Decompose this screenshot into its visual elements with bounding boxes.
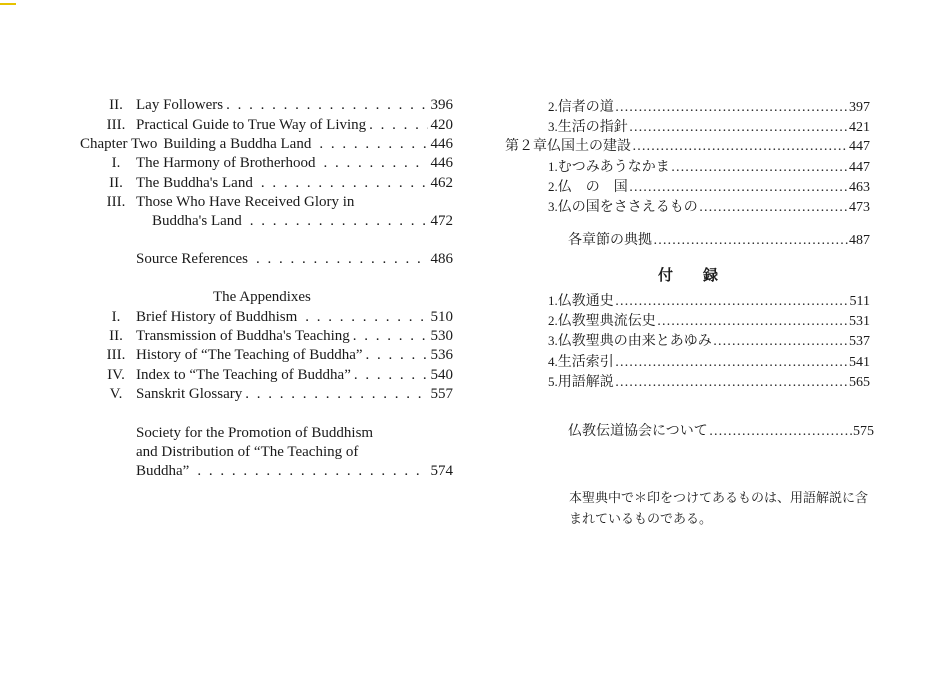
leader-dots bbox=[369, 116, 427, 135]
entry-page: 531 bbox=[849, 314, 870, 329]
entry-title: The Harmony of Brotherhood bbox=[136, 155, 316, 171]
entry-number: III. bbox=[106, 194, 126, 210]
leader-dots bbox=[699, 198, 848, 217]
entry-page: 511 bbox=[849, 294, 870, 309]
leader-dots bbox=[615, 98, 848, 117]
leader-dots bbox=[250, 212, 428, 231]
entry-page: 537 bbox=[849, 334, 870, 349]
entry-number: 5. bbox=[548, 374, 558, 389]
leader-dots bbox=[709, 422, 852, 441]
entry-title: Brief History of Buddhism bbox=[136, 309, 298, 325]
leader-dots bbox=[615, 373, 848, 392]
leader-dots bbox=[629, 178, 848, 197]
entry-number: 3. bbox=[548, 333, 558, 348]
entry-title: むつみあうなかま bbox=[557, 160, 670, 175]
entry-number: III. bbox=[106, 117, 126, 133]
entry-title: 仏の国をささえるもの bbox=[557, 200, 698, 215]
entry-page: 421 bbox=[849, 120, 870, 135]
entry-number: II. bbox=[109, 328, 123, 344]
entry-title: Transmission of Buddha's Teaching bbox=[136, 328, 350, 344]
entry-title: 仏教伝道協会について bbox=[568, 424, 708, 439]
entry-page: 447 bbox=[849, 160, 870, 175]
entry-page: 473 bbox=[849, 200, 870, 215]
entry-title: The Buddha's Land bbox=[136, 175, 253, 191]
entry-number: 4. bbox=[548, 354, 558, 369]
entry-page: 463 bbox=[849, 180, 870, 195]
entry-page: 541 bbox=[849, 355, 870, 370]
entry-title: 仏 の 国 bbox=[557, 180, 628, 195]
entry-number: I. bbox=[111, 309, 121, 325]
chapter-title: Building a Buddha Land bbox=[163, 136, 312, 152]
toc-entry[interactable] bbox=[80, 193, 453, 233]
entry-number: V. bbox=[109, 386, 123, 402]
leader-dots bbox=[354, 366, 428, 385]
entry-page: 530 bbox=[430, 328, 453, 344]
leader-dots bbox=[671, 158, 848, 177]
entry-title: 生活索引 bbox=[557, 355, 614, 370]
entry-title: Lay Followers bbox=[136, 97, 224, 113]
entry-title-line2: Buddha's Land bbox=[152, 213, 242, 229]
society-line1: Society for the Promotion of Buddhism bbox=[136, 425, 374, 441]
entry-page: 575 bbox=[853, 424, 874, 439]
leader-dots bbox=[615, 353, 848, 372]
entry-number: 1. bbox=[548, 293, 558, 308]
leader-dots bbox=[653, 231, 848, 250]
entry-page: 557 bbox=[430, 386, 453, 402]
leader-dots bbox=[245, 385, 427, 404]
entry-title: Sanskrit Glossary bbox=[136, 386, 243, 402]
entry-number: IV. bbox=[107, 367, 125, 383]
entry-page: 446 bbox=[430, 155, 453, 171]
entry-number: 2. bbox=[548, 179, 558, 194]
chapter-label: 第２章 bbox=[505, 139, 547, 154]
society-line3: Buddha” bbox=[136, 463, 190, 479]
leader-dots bbox=[713, 332, 848, 351]
entry-number: 1. bbox=[548, 159, 558, 174]
entry-page: 420 bbox=[430, 117, 453, 133]
chapter-title: 仏国土の建設 bbox=[547, 139, 631, 154]
entry-page: 486 bbox=[430, 251, 453, 267]
appendix-heading: 付 録 bbox=[658, 268, 719, 284]
entry-page: 565 bbox=[849, 375, 870, 390]
entry-page: 447 bbox=[849, 139, 870, 154]
leader-dots bbox=[256, 250, 427, 269]
toc-entry-society[interactable] bbox=[80, 424, 453, 484]
leader-dots bbox=[629, 118, 848, 137]
note-line1: 本聖典中で＊印をつけてあるものは、用語解説に含 bbox=[569, 490, 869, 505]
entry-number: 3. bbox=[548, 119, 558, 134]
leader-dots bbox=[197, 462, 427, 481]
entry-title: History of “The Teaching of Buddha” bbox=[136, 347, 363, 363]
entry-page: 396 bbox=[430, 97, 453, 113]
leader-dots bbox=[226, 96, 427, 115]
leader-dots bbox=[319, 135, 427, 154]
entry-number: 2. bbox=[548, 99, 558, 114]
entry-page: 536 bbox=[430, 347, 453, 363]
entry-title: 仏教通史 bbox=[557, 294, 614, 309]
glossary-note bbox=[569, 487, 879, 529]
appendix-heading: The Appendixes bbox=[213, 289, 311, 305]
entry-number: II. bbox=[109, 97, 123, 113]
corner-mark bbox=[0, 3, 16, 5]
entry-page: 397 bbox=[849, 100, 870, 115]
leader-dots bbox=[261, 174, 428, 193]
entry-title-line1: Those Who Have Received Glory in bbox=[136, 194, 355, 210]
entry-title: Source References bbox=[136, 251, 249, 267]
entry-page: 472 bbox=[430, 213, 453, 229]
note-line2: まれているものである。 bbox=[569, 511, 713, 526]
leader-dots bbox=[324, 154, 428, 173]
society-line2: and Distribution of “The Teaching of bbox=[136, 444, 359, 460]
leader-dots bbox=[632, 137, 848, 156]
entry-title: 仏教聖典流伝史 bbox=[557, 314, 656, 329]
entry-number: I. bbox=[111, 155, 121, 171]
entry-page: 574 bbox=[430, 463, 453, 479]
entry-title: Practical Guide to True Way of Living bbox=[136, 117, 367, 133]
leader-dots bbox=[305, 308, 427, 327]
entry-page: 446 bbox=[430, 136, 453, 152]
leader-dots bbox=[657, 312, 848, 331]
chapter-label: Chapter Two bbox=[80, 136, 158, 152]
entry-title: 用語解説 bbox=[557, 375, 614, 390]
entry-title: 生活の指針 bbox=[557, 120, 628, 135]
entry-page: 540 bbox=[430, 367, 453, 383]
entry-number: 2. bbox=[548, 313, 558, 328]
entry-page: 462 bbox=[430, 175, 453, 191]
entry-title: 仏教聖典の由来とあゆみ bbox=[557, 334, 712, 349]
entry-number: II. bbox=[109, 175, 123, 191]
leader-dots bbox=[353, 327, 428, 346]
entry-title: Index to “The Teaching of Buddha” bbox=[136, 367, 351, 383]
entry-number: 3. bbox=[548, 199, 558, 214]
entry-page: 510 bbox=[430, 309, 453, 325]
leader-dots bbox=[366, 346, 428, 365]
entry-number: III. bbox=[106, 347, 126, 363]
leader-dots bbox=[615, 292, 849, 311]
entry-title: 各章節の典拠 bbox=[568, 233, 652, 248]
entry-title: 信者の道 bbox=[557, 100, 614, 115]
entry-page: 487 bbox=[849, 233, 870, 248]
